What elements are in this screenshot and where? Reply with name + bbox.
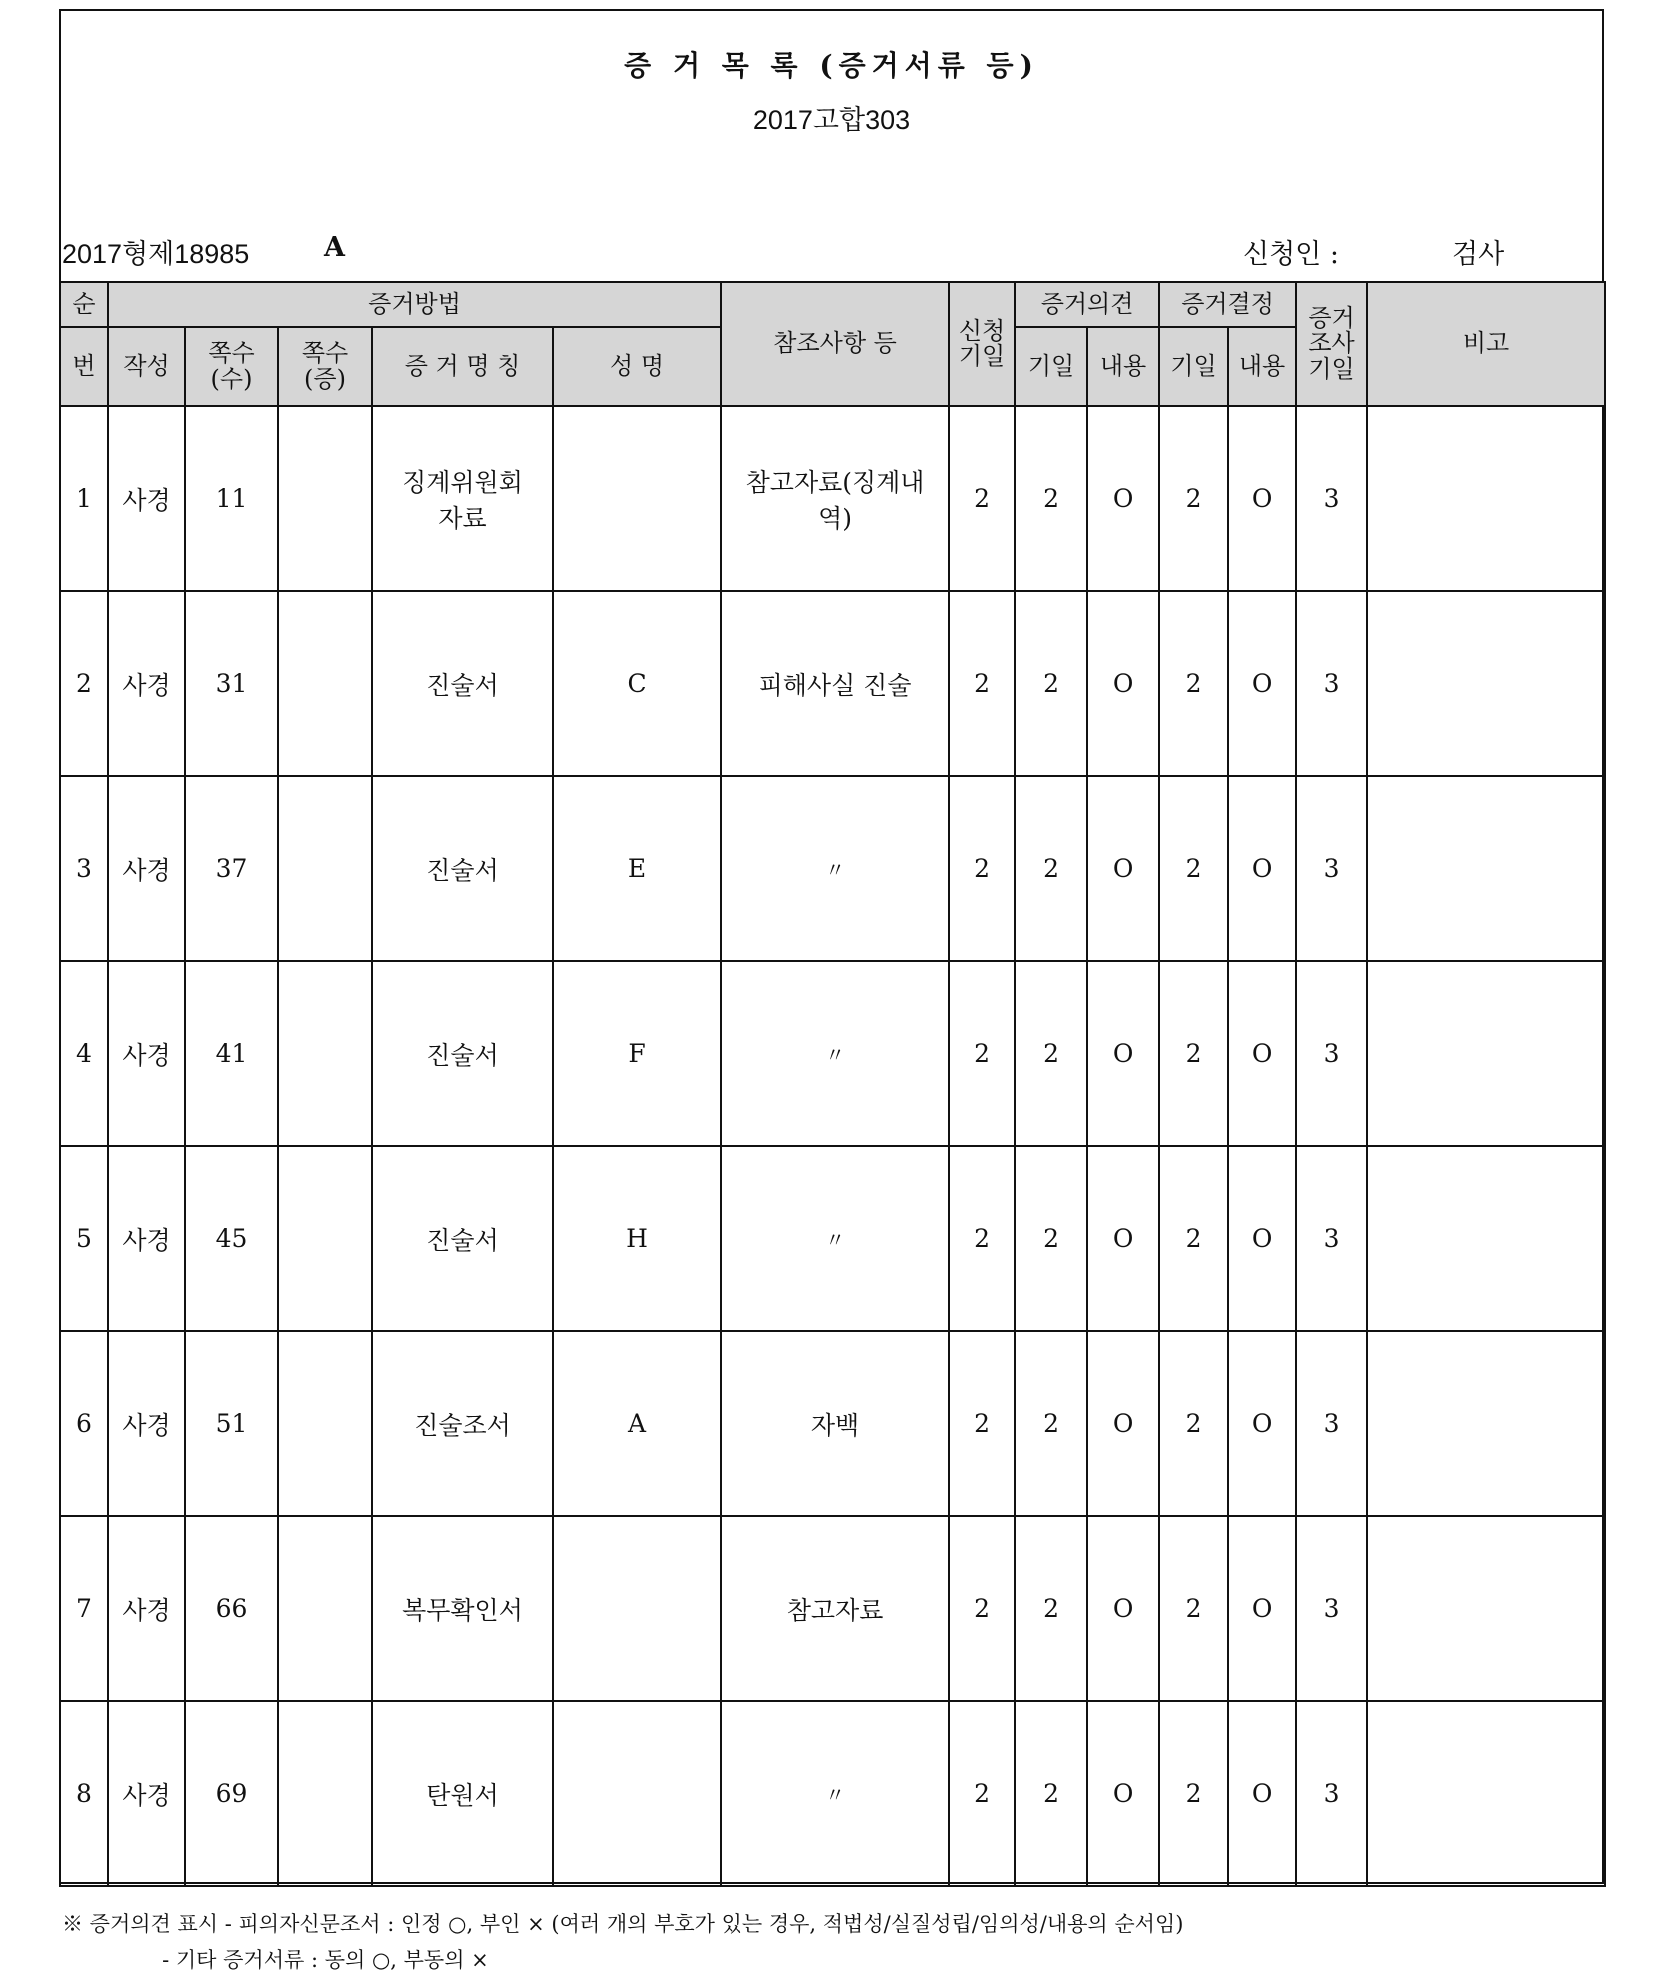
decision-content-cell: O bbox=[1228, 776, 1296, 961]
person-name-cell bbox=[553, 406, 721, 591]
evidence-name-cell bbox=[372, 1516, 553, 1701]
opinion-date-cell: 2 bbox=[1015, 1516, 1087, 1701]
opinion-content-cell: O bbox=[1087, 961, 1159, 1146]
evidence-name-cell bbox=[372, 591, 553, 776]
decision-content-cell: O bbox=[1228, 961, 1296, 1146]
author-cell: 사경 bbox=[108, 776, 185, 961]
person-name-cell: H bbox=[553, 1146, 721, 1331]
table-row bbox=[60, 1701, 1605, 1886]
table-row bbox=[60, 776, 1605, 961]
decision-content-cell: O bbox=[1228, 1701, 1296, 1886]
evidence-name-cell-line: 자료 bbox=[438, 503, 487, 533]
apply-date-cell: 2 bbox=[949, 1146, 1015, 1331]
reference-cell bbox=[721, 776, 949, 961]
reference-cell bbox=[721, 1146, 949, 1331]
case-number: 2017형제18985 bbox=[62, 239, 250, 269]
table-row bbox=[60, 406, 1605, 591]
legend-notes bbox=[62, 1906, 1183, 1978]
page-jeung-cell bbox=[278, 1331, 372, 1516]
reference-cell-line: 참고자료(징계내 bbox=[745, 467, 925, 497]
col-reference: 참조사항 등 bbox=[721, 282, 949, 406]
col-remarks: 비고 bbox=[1367, 282, 1605, 406]
decision-content-cell: O bbox=[1228, 1516, 1296, 1701]
author-cell: 사경 bbox=[108, 406, 185, 591]
remarks-cell bbox=[1367, 406, 1605, 591]
seq-cell: 6 bbox=[60, 1331, 108, 1516]
exam-date-cell: 3 bbox=[1296, 591, 1367, 776]
col-author: 작성 bbox=[108, 327, 185, 406]
opinion-content-cell: O bbox=[1087, 776, 1159, 961]
col-decision-group: 증거결정 bbox=[1159, 282, 1296, 327]
opinion-content-cell: O bbox=[1087, 1701, 1159, 1886]
reference-cell-line: 〃 bbox=[825, 1228, 846, 1252]
decision-date-cell: 2 bbox=[1159, 1146, 1228, 1331]
evidence-name-cell-line: 진술서 bbox=[426, 855, 499, 885]
decision-date-cell: 2 bbox=[1159, 1516, 1228, 1701]
reference-cell bbox=[721, 1516, 949, 1701]
person-name-cell bbox=[553, 1516, 721, 1701]
page-jeung-cell bbox=[278, 1701, 372, 1886]
remarks-cell bbox=[1367, 1146, 1605, 1331]
reference-cell-line: 역) bbox=[818, 503, 853, 533]
opinion-date-cell: 2 bbox=[1015, 1146, 1087, 1331]
page-jeung-cell bbox=[278, 776, 372, 961]
table-row bbox=[60, 961, 1605, 1146]
apply-date-cell: 2 bbox=[949, 406, 1015, 591]
seq-cell: 2 bbox=[60, 591, 108, 776]
page-su-cell: 41 bbox=[185, 961, 278, 1146]
page-su-cell: 69 bbox=[185, 1701, 278, 1886]
seq-cell: 5 bbox=[60, 1146, 108, 1331]
decision-date-cell: 2 bbox=[1159, 1331, 1228, 1516]
seq-cell: 8 bbox=[60, 1701, 108, 1886]
remarks-cell bbox=[1367, 1516, 1605, 1701]
evidence-rows bbox=[60, 406, 1605, 1886]
evidence-name-cell bbox=[372, 961, 553, 1146]
col-page-jeung: 쪽수 (증) bbox=[278, 327, 372, 406]
person-name-cell bbox=[553, 1701, 721, 1886]
exam-date-cell: 3 bbox=[1296, 1331, 1367, 1516]
page-jeung-cell bbox=[278, 961, 372, 1146]
opinion-content-cell: O bbox=[1087, 1516, 1159, 1701]
table-row bbox=[60, 1516, 1605, 1701]
seq-cell: 3 bbox=[60, 776, 108, 961]
page-su-cell: 66 bbox=[185, 1516, 278, 1701]
person-name-cell: E bbox=[553, 776, 721, 961]
reference-cell bbox=[721, 961, 949, 1146]
reference-cell bbox=[721, 406, 949, 591]
table-row bbox=[60, 1331, 1605, 1516]
page-su-cell: 51 bbox=[185, 1331, 278, 1516]
decision-date-cell: 2 bbox=[1159, 1701, 1228, 1886]
person-name-cell: C bbox=[553, 591, 721, 776]
col-evidence-name: 증 거 명 칭 bbox=[372, 327, 553, 406]
case-subtitle: 2017고합303 bbox=[752, 105, 911, 135]
opinion-date-cell: 2 bbox=[1015, 776, 1087, 961]
page-jeung-cell bbox=[278, 1146, 372, 1331]
decision-content-cell: O bbox=[1228, 1331, 1296, 1516]
page-jeung-cell bbox=[278, 591, 372, 776]
reference-cell bbox=[721, 1331, 949, 1516]
applicant-value: 검사 bbox=[1452, 239, 1505, 270]
decision-content-cell: O bbox=[1228, 591, 1296, 776]
author-cell: 사경 bbox=[108, 1146, 185, 1331]
exam-date-cell: 3 bbox=[1296, 1146, 1367, 1331]
opinion-content-cell: O bbox=[1087, 1146, 1159, 1331]
opinion-content-cell: O bbox=[1087, 406, 1159, 591]
opinion-date-cell: 2 bbox=[1015, 1701, 1087, 1886]
apply-date-cell: 2 bbox=[949, 1701, 1015, 1886]
reference-cell bbox=[721, 1701, 949, 1886]
legend-line-2: - 기타 증거서류 : 동의 ○, 부동의 × bbox=[62, 1948, 489, 1972]
apply-date-cell: 2 bbox=[949, 1516, 1015, 1701]
remarks-cell bbox=[1367, 776, 1605, 961]
evidence-name-cell-line: 진술조서 bbox=[414, 1410, 511, 1440]
reference-cell-line: 〃 bbox=[825, 858, 846, 882]
reference-cell-line: 〃 bbox=[825, 1043, 846, 1067]
author-cell: 사경 bbox=[108, 961, 185, 1146]
defendant-name: A bbox=[324, 232, 345, 263]
reference-cell-line: 피해사실 진술 bbox=[758, 670, 912, 700]
table-row bbox=[60, 1146, 1605, 1331]
exam-date-cell: 3 bbox=[1296, 961, 1367, 1146]
table-row bbox=[60, 591, 1605, 776]
exam-date-cell: 3 bbox=[1296, 406, 1367, 591]
col-decision-content: 내용 bbox=[1228, 327, 1296, 406]
apply-date-cell: 2 bbox=[949, 1331, 1015, 1516]
page-title: 증 거 목 록 (증거서류 등) bbox=[624, 49, 1039, 82]
col-opinion-date: 기일 bbox=[1015, 327, 1087, 406]
seq-cell: 4 bbox=[60, 961, 108, 1146]
evidence-name-cell-line: 복무확인서 bbox=[402, 1595, 523, 1625]
evidence-name-cell-line: 진술서 bbox=[426, 670, 499, 700]
apply-date-cell: 2 bbox=[949, 961, 1015, 1146]
opinion-date-cell: 2 bbox=[1015, 961, 1087, 1146]
opinion-content-cell: O bbox=[1087, 1331, 1159, 1516]
reference-cell-line: 〃 bbox=[825, 1783, 846, 1807]
decision-content-cell: O bbox=[1228, 406, 1296, 591]
evidence-name-cell bbox=[372, 406, 553, 591]
exam-date-cell: 3 bbox=[1296, 776, 1367, 961]
page-jeung-cell bbox=[278, 1516, 372, 1701]
remarks-cell bbox=[1367, 1701, 1605, 1886]
exam-date-cell: 3 bbox=[1296, 1516, 1367, 1701]
exam-date-cell: 3 bbox=[1296, 1701, 1367, 1886]
col-decision-date: 기일 bbox=[1159, 327, 1228, 406]
applicant-label: 신청인 : bbox=[1243, 239, 1339, 270]
author-cell: 사경 bbox=[108, 1701, 185, 1886]
seq-cell: 1 bbox=[60, 406, 108, 591]
col-exam-date: 증거 조사 기일 bbox=[1296, 282, 1367, 406]
remarks-cell bbox=[1367, 1331, 1605, 1516]
col-seq-bottom: 번 bbox=[60, 327, 108, 406]
opinion-content-cell: O bbox=[1087, 591, 1159, 776]
col-apply-date: 신청 기일 bbox=[949, 282, 1015, 406]
col-person-name: 성 명 bbox=[553, 327, 721, 406]
evidence-name-cell-line: 탄원서 bbox=[426, 1780, 499, 1810]
opinion-date-cell: 2 bbox=[1015, 406, 1087, 591]
header-row-1 bbox=[60, 282, 1605, 327]
decision-date-cell: 2 bbox=[1159, 406, 1228, 591]
decision-date-cell: 2 bbox=[1159, 776, 1228, 961]
evidence-name-cell bbox=[372, 1146, 553, 1331]
author-cell: 사경 bbox=[108, 1331, 185, 1516]
evidence-name-cell bbox=[372, 776, 553, 961]
col-opinion-content: 내용 bbox=[1087, 327, 1159, 406]
apply-date-cell: 2 bbox=[949, 776, 1015, 961]
decision-date-cell: 2 bbox=[1159, 961, 1228, 1146]
person-name-cell: F bbox=[553, 961, 721, 1146]
seq-cell: 7 bbox=[60, 1516, 108, 1701]
remarks-cell bbox=[1367, 591, 1605, 776]
evidence-name-cell bbox=[372, 1331, 553, 1516]
page-su-cell: 31 bbox=[185, 591, 278, 776]
apply-date-cell: 2 bbox=[949, 591, 1015, 776]
col-opinion-group: 증거의견 bbox=[1015, 282, 1159, 327]
author-cell: 사경 bbox=[108, 1516, 185, 1701]
page-su-cell: 45 bbox=[185, 1146, 278, 1331]
reference-cell-line: 자백 bbox=[810, 1410, 860, 1440]
page-su-cell: 11 bbox=[185, 406, 278, 591]
col-page-su: 쪽수 (수) bbox=[185, 327, 278, 406]
legend-line-1: ※ 증거의견 표시 - 피의자신문조서 : 인정 ○, 부인 × (여러 개의 부호가 있는 경우, 적법성/실질성립/임의성/내용의 순서임) bbox=[62, 1912, 1184, 1936]
col-seq-top: 순 bbox=[60, 282, 108, 327]
page-jeung-cell bbox=[278, 406, 372, 591]
evidence-table bbox=[59, 281, 1606, 1887]
reference-cell bbox=[721, 591, 949, 776]
reference-cell-line: 참고자료 bbox=[786, 1595, 884, 1625]
evidence-name-cell-line: 징계위원회 bbox=[402, 467, 523, 497]
page-su-cell: 37 bbox=[185, 776, 278, 961]
opinion-date-cell: 2 bbox=[1015, 591, 1087, 776]
author-cell: 사경 bbox=[108, 591, 185, 776]
evidence-name-cell-line: 진술서 bbox=[426, 1225, 499, 1255]
decision-date-cell: 2 bbox=[1159, 591, 1228, 776]
col-method-group: 증거방법 bbox=[108, 282, 721, 327]
evidence-name-cell bbox=[372, 1701, 553, 1886]
remarks-cell bbox=[1367, 961, 1605, 1146]
evidence-name-cell-line: 진술서 bbox=[426, 1040, 499, 1070]
decision-content-cell: O bbox=[1228, 1146, 1296, 1331]
opinion-date-cell: 2 bbox=[1015, 1331, 1087, 1516]
person-name-cell: A bbox=[553, 1331, 721, 1516]
